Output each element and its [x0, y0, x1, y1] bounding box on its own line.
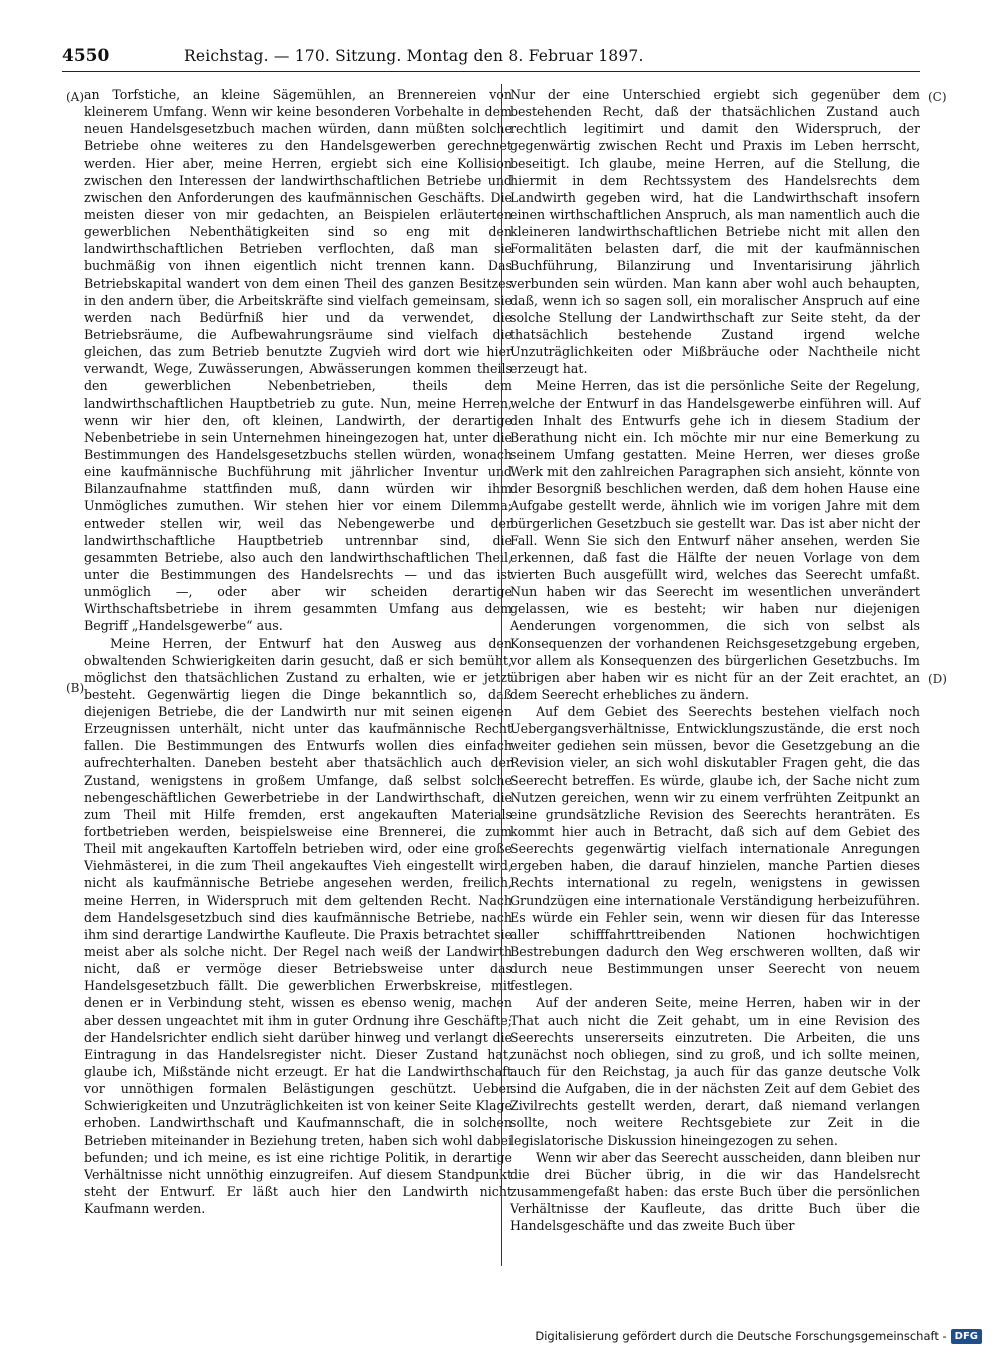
- margin-marker-a: (A): [66, 90, 85, 104]
- page-header: [62, 46, 922, 74]
- header-rule: [62, 71, 920, 72]
- running-title: Reichstag. — 170. Sitzung. Montag den 8. Februar 1897.: [184, 47, 644, 65]
- left-column: [84, 86, 512, 1217]
- right-paragraph-3: Auf dem Gebiet des Seerechts bestehen vielfach noch Uebergangsverhältnisse, Entwicklungszustände, die erst noch weiter gediehen sein müssen, bevor die Gesetzgebung an die Revision vieler, an sich wohl diskutabler Fragen geht, die das Seerecht betreffen. Es würde, glaube ich, der Sache nicht zum Nutzen gereichen, wenn wir zu einem verfrühten Zeitpunkt an eine grundsätzliche Revision des Seerechts heranträten. Es kommt hier auch in Betracht, daß sich auf dem Gebiet des Seerechts gegenwärtig vielfach internationale Anregungen ergeben haben, die darauf hinzielen, manche Partien dieses Rechts international zu regeln, wenigstens in gewissen Grundzügen eine internationale Verständigung herbeizuführen. Es würde ein Fehler sein, wenn wir diesen für das Interesse aller schifffahrttreibenden Nationen hochwichtigen Bestrebungen dadurch den Weg erschweren wollten, daß wir durch neue Bestimmungen unser Seerecht von neuem festlegen.: [510, 704, 920, 994]
- digitization-footer: [535, 1325, 982, 1347]
- margin-marker-b: (B): [66, 681, 85, 695]
- right-paragraph-4: Auf der anderen Seite, meine Herren, haben wir in der That auch nicht die Zeit gehabt, um in eine Revision des Seerechts unsererseits einzutreten. Die Arbeiten, die uns zunächst noch obliegen, sind zu groß, und ich sollte meinen, auch für den Reichstag, ja auch für das ganze deutsche Volk sind die Aufgaben, die in der nächsten Zeit auf dem Gebiet des Zivilrechts gestellt werden, derart, daß niemand verlangen sollte, noch weitere Rechtsgebiete zur Zeit in die legislatorische Diskussion hineingezogen zu sehen.: [510, 995, 920, 1148]
- right-paragraph-5: Wenn wir aber das Seerecht ausscheiden, dann bleiben nur die drei Bücher übrig, in die wir das Handelsrecht zusammengefaßt haben: das erste Buch über die persönlichen Verhältnisse der Kaufleute, das dritte Buch über die Handelsgeschäfte und das zweite Buch über: [510, 1149, 920, 1234]
- footer-text: Digitalisierung gefördert durch die Deutsche Forschungsgemeinschaft -: [535, 1329, 947, 1343]
- right-paragraph-2: Meine Herren, das ist die persönliche Seite der Regelung, welche der Entwurf in das Handelsgewerbe einführen will. Auf den Inhalt des Entwurfs gehe ich in diesem Stadium der Berathung nicht ein. Ich möchte mir nur eine Bemerkung zu seinem Umfang gestatten. Meine Herren, wer dieses große Werk mit den zahlreichen Paragraphen sich ansieht, könnte von der Besorgniß beschlichen werden, daß dem hohen Hause eine Aufgabe gestellt werde, ähnlich wie im vorigen Jahre mit dem bürgerlichen Gesetzbuch sie gestellt war. Das ist aber nicht der Fall. Wenn Sie sich den Entwurf näher ansehen, werden Sie erkennen, daß fast die Hälfte der neuen Vorlage von dem vierten Buch ausgefüllt wird, welches das Seerecht umfaßt. Nun haben wir das Seerecht im wesentlichen unverändert gelassen, wie es besteht; wir haben nur diejenigen Aenderungen vorgenommen, die sich von selbst als Konsequenzen der vorhandenen Reichsgesetzgebung ergeben, vor allem als Konsequenzen des bürgerlichen Gesetzbuchs. Im übrigen aber haben wir es nicht für an der Zeit erachtet, an dem Seerecht erhebliches zu ändern.: [510, 378, 920, 702]
- dfg-logo: DFG: [951, 1329, 982, 1344]
- left-paragraph-2: Meine Herren, der Entwurf hat den Ausweg aus den obwaltenden Schwierigkeiten darin gesucht, daß er sich bemüht, möglichst den thatsächlichen Zustand zu erhalten, wie er jetzt besteht. Gegenwärtig liegen die Dinge bekanntlich so, daß diejenigen Betriebe, die der Landwirth nur mit seinen eigenen Erzeugnissen unterhält, nicht unter das kaufmännische Recht fallen. Die Bestimmungen des Entwurfs wollen dies einfach aufrechterhalten. Daneben besteht aber thatsächlich auch der Zustand, wenigstens in großem Umfange, daß selbst solche nebengeschäftlichen Gewerbetriebe in der Landwirthschaft, die zum Theil mit Hilfe fremden, erst angekauften Materials fortbetrieben werden, beispielsweise eine Brennerei, die zum Theil mit angekauften Kartoffeln betrieben wird, oder eine große Viehmästerei, in die zum Theil angekauftes Vieh eingestellt wird, nicht als kaufmännische Betriebe angesehen werden, freilich, meine Herren, in Widerspruch mit dem geltenden Recht. Nach dem Handelsgesetzbuch sind dies kaufmännische Betriebe, nach ihm sind derartige Landwirthe Kaufleute. Die Praxis betrachtet sie meist aber als solche nicht. Der Regel nach weiß der Landwirth nicht, daß er vermöge dieser Betriebsweise unter das Handelsgesetzbuch fällt. Die gewerblichen Erwerbskreise, mit denen er in Verbindung steht, wissen es ebenso wenig, machen aber dessen ungeachtet mit ihm in guter Ordnung ihre Geschäfte; der Handelsrichter endlich sieht darüber hinweg und verlangt die Eintragung in das Handelsregister nicht. Dieser Zustand hat, glaube ich, Mißstände nicht erzeugt. Er hat die Landwirthschaft vor unnöthigen formalen Belästigungen geschützt. Ueber Schwierigkeiten und Unzuträglichkeiten ist von keiner Seite Klage erhoben. Landwirthschaft und Kaufmannschaft, die in solchen Betrieben miteinander in Beziehung treten, haben sich wohl dabei befunden; und ich meine, es ist eine richtige Politik, in derartige Verhältnisse nicht unnöthig einzugreifen. Auf diesem Standpunkt steht der Entwurf. Er läßt auch hier den Landwirth nicht Kaufmann werden.: [84, 635, 512, 1217]
- page-number: 4550: [62, 46, 110, 66]
- margin-marker-d: (D): [928, 672, 947, 686]
- right-column: [510, 86, 920, 1234]
- margin-marker-c: (C): [928, 90, 947, 104]
- right-paragraph-1: Nur der eine Unterschied ergiebt sich gegenüber dem bestehenden Recht, daß der thatsächlichen Zustand auch rechtlich legitimirt und damit den Widerspruch, der gegenwärtig zwischen Recht und Praxis im Leben herrscht, beseitigt. Ich glaube, meine Herren, auf die Stellung, die hiermit in dem Rechtssystem des Handelsrechts dem Landwirth gegeben wird, hat die Landwirthschaft insofern einen wirthschaftlichen Anspruch, als man namentlich auch die kleineren landwirthschaftlichen Betriebe nicht mit allen den Formalitäten belasten darf, die mit der kaufmännischen Buchführung, Bilanzirung und Inventarisirung jährlich verbunden sein würden. Man kann aber wohl auch behaupten, daß, wenn ich so sagen soll, ein moralischer Anspruch auf eine solche Stellung der Landwirthschaft zur Seite steht, da der thatsächlich bestehende Zustand irgend welche Unzuträglichkeiten oder Mißbräuche oder Nachtheile nicht erzeugt hat.: [510, 87, 920, 377]
- column-divider: [501, 84, 502, 1266]
- left-paragraph-1: an Torfstiche, an kleine Sägemühlen, an Brennereien von kleinerem Umfang. Wenn wir keine besonderen Vorbehalte in dem neuen Handelsgesetzbuch machen würden, dann müßten solche Betriebe ohne weiteres zu den Handelsgewerben gerechnet werden. Hier aber, meine Herren, ergiebt sich eine Kollision zwischen den Interessen der landwirthschaftlichen Betriebe und zwischen den Anforderungen des kaufmännischen Geschäfts. Die meisten dieser von mir gedachten, an Beispielen erläuterten gewerblichen Nebenthätigkeiten sind so eng mit den landwirthschaftlichen Betrieben verflochten, daß man sie buchmäßig von ihnen eigentlich nicht trennen kann. Das Betriebskapital wandert von dem einen Theil des ganzen Besitzes in den andern über, die Arbeitskräfte sind vielfach gemeinsam, sie werden nach Bedürfniß hier und da verwendet, die Betriebsräume, die Aufbewahrungsräume sind vielfach die gleichen, das zum Betrieb benutzte Zugvieh wird dort wie hier verwandt, Wege, Zuwässerungen, Abwässerungen kommen theils den gewerblichen Nebenbetrieben, theils dem landwirthschaftlichen Hauptbetrieb zu gute. Nun, meine Herren, wenn wir hier den, oft kleinen, Landwirth, der derartige Nebenbetriebe in sein Unternehmen hineingezogen hat, unter die Bestimmungen des Handelsgesetzbuchs stellen würden, wonach eine kaufmännische Buchführung mit jährlicher Inventur und Bilanzaufnahme stattfinden muß, dann würden wir ihm Unmögliches zumuthen. Wir stehen hier vor einem Dilemma; entweder stellen wir, weil das Nebengewerbe und der landwirthschaftliche Hauptbetrieb untrennbar sind, die gesammten Betriebe, also auch den landwirthschaftlichen Theil, unter die Bestimmungen des Handelsrechts — und das ist unmöglich —, oder aber wir scheiden derartige Wirthschaftsbetriebe in ihrem gesammten Umfang aus dem Begriff „Handelsgewerbe“ aus.: [84, 87, 512, 634]
